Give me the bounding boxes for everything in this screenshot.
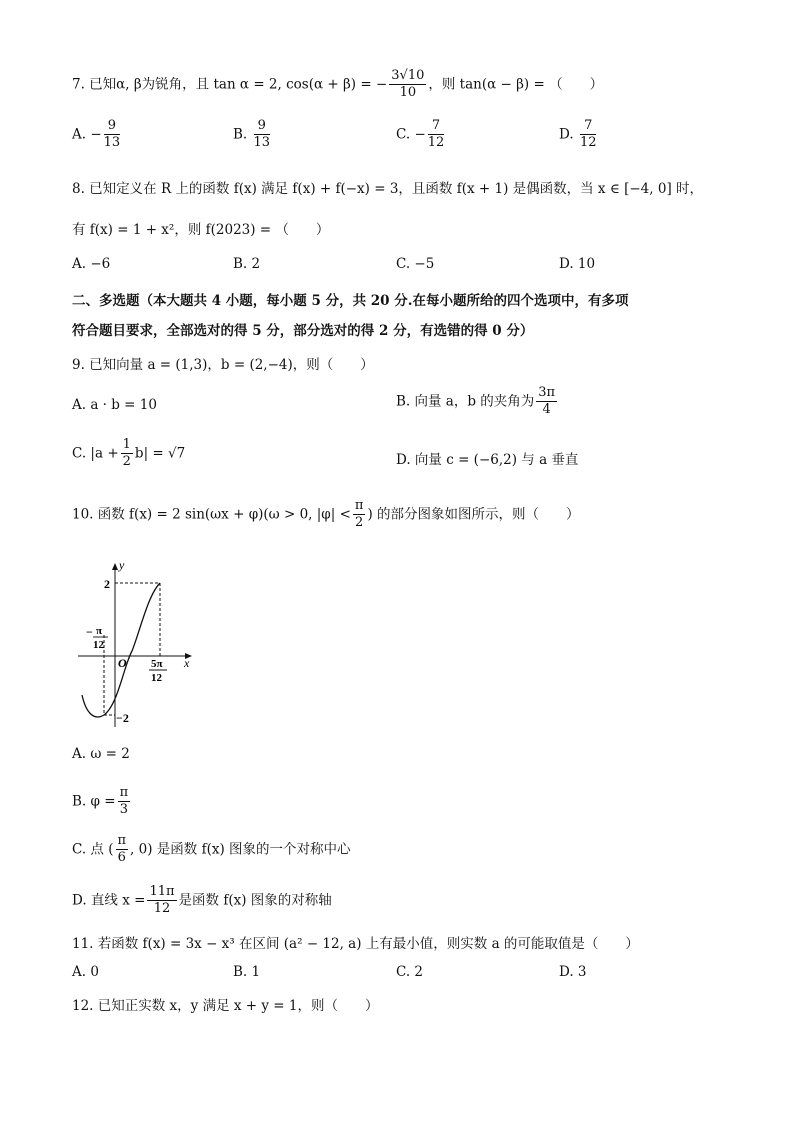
q11-stem: 11. 若函数 f(x) = 3x − x³ 在区间 (a² − 12, a) 上有最小值，则实数 a 的可能取值是（ ）: [72, 936, 639, 952]
q7-option-c: [396, 118, 446, 152]
graph-xleft-den: 12: [93, 639, 104, 651]
q9-option-b-frac: [536, 385, 557, 419]
graph-xleft-num: π: [96, 625, 103, 637]
q10-option-b-frac: [118, 785, 131, 819]
q7-option-d-den: 12: [579, 135, 597, 151]
q7-option-b-num: 9: [254, 118, 271, 135]
q11-option-d: D. 3: [559, 964, 587, 980]
q9-option-c-pre: C. |a +: [72, 445, 119, 462]
q7-option-a-label: A.: [72, 126, 87, 143]
q9-option-b-num: 3π: [536, 385, 557, 402]
q10-option-b: [72, 785, 132, 819]
q10-stem-frac: [353, 498, 366, 532]
q10-option-b-den: 3: [119, 802, 128, 818]
q10-option-c-post: , 0) 是函数 f(x) 图象的一个对称中心: [130, 841, 351, 858]
q9-stem: 9. 已知向量 a = (1,3)，b = (2,−4)，则（ ）: [72, 357, 374, 373]
q8-option-c: C. −5: [396, 256, 435, 272]
graph-y-arrow: [112, 563, 118, 570]
q9-option-c-frac: [121, 437, 133, 471]
graph-x-label: x: [184, 656, 190, 670]
q7-option-a-frac: [104, 118, 121, 152]
q7-option-c-num: 7: [428, 118, 445, 135]
q10-option-d-den: 12: [153, 901, 171, 917]
q10-stem-pre: 10. 函数 f(x) = 2 sin(ωx + φ)(ω > 0, |φ| <: [72, 506, 351, 523]
q7-option-d: [559, 118, 598, 152]
q7-option-b: [233, 118, 272, 152]
q7-option-c-label: C.: [396, 126, 411, 143]
graph-xleft-prefix: −: [86, 625, 93, 639]
q10-option-d-pre: D. 直线 x =: [72, 892, 146, 909]
q7-option-a-num: 9: [104, 118, 121, 135]
q10-option-c-frac: [116, 833, 129, 867]
q7-frac-num: 3√10: [389, 68, 426, 85]
q7-fraction: [389, 68, 426, 102]
q9-option-b-text: B. 向量 a，b 的夹角为: [396, 393, 535, 410]
q7-option-d-frac: [580, 118, 597, 152]
graph-y-label: y: [119, 558, 125, 572]
q7-option-d-label: D.: [559, 126, 574, 143]
q8-option-b: B. 2: [233, 256, 261, 272]
q9-option-d: D. 向量 c = (−6,2) 与 a 垂直: [396, 452, 579, 468]
q7-option-c-sign: −: [414, 126, 426, 143]
q7-option-d-num: 7: [580, 118, 597, 135]
q10-option-a: A. ω = 2: [72, 746, 130, 762]
graph-ymax-label: 2: [104, 577, 110, 591]
q10-stem-post: ) 的部分图象如图所示，则（ ）: [367, 506, 580, 523]
q8-option-d: D. 10: [559, 256, 596, 272]
q7-frac-den: 10: [399, 85, 417, 101]
q11-option-a: A. 0: [72, 964, 99, 980]
q8-option-a: A. −6: [72, 256, 111, 272]
q8-line1: 8. 已知定义在 R 上的函数 f(x) 满足 f(x) + f(−x) = 3，且函数 f(x + 1) 是偶函数，当 x ∈ [−4, 0] 时，: [72, 181, 703, 197]
q11-option-b: B. 1: [233, 964, 261, 980]
q11-option-c: C. 2: [396, 964, 424, 980]
q10-option-c-pre: C. 点 (: [72, 841, 114, 858]
q12-stem: 12. 已知正实数 x，y 满足 x + y = 1，则（ ）: [72, 998, 379, 1014]
q10-stem: [72, 498, 580, 532]
q10-option-b-num: π: [118, 785, 131, 802]
graph-xright-num: 5π: [151, 658, 163, 670]
q10-option-d-frac: [147, 884, 176, 918]
q7-stem-text: 7. 已知α, β为锐角，且 tan α = 2, cos(α + β) = −: [72, 76, 388, 93]
q10-option-c: [72, 833, 351, 867]
q7-option-c-den: 12: [427, 135, 445, 151]
q9-option-c-post: b| = √7: [134, 445, 186, 462]
graph-xright-den: 12: [151, 672, 162, 684]
graph-origin-label: O: [118, 656, 127, 670]
q10-stem-den: 2: [355, 515, 364, 531]
q7-option-b-label: B.: [233, 126, 248, 143]
q10-option-c-num: π: [116, 833, 129, 850]
q10-option-d: [72, 884, 332, 918]
graph-ymin-label: −2: [116, 711, 129, 725]
section2-heading-line1: 二、多选题（本大题共 4 小题，每小题 5 分，共 20 分.在每小题所给的四个选项中，有多项: [72, 293, 629, 309]
q10-option-d-post: 是函数 f(x) 图象的对称轴: [178, 892, 332, 909]
q9-option-c: [72, 437, 185, 471]
q10-sine-graph: [72, 555, 202, 735]
q9-option-b: [396, 385, 559, 419]
q7-tail-text: ，则 tan(α − β) = （ ）: [428, 76, 604, 93]
q9-option-c-den: 2: [122, 454, 131, 470]
q9-option-a: A. a · b = 10: [72, 397, 157, 413]
q10-option-c-den: 6: [117, 850, 126, 866]
q10-option-d-num: 11π: [147, 884, 176, 901]
q7-option-b-den: 13: [253, 135, 271, 151]
q8-line2: 有 f(x) = 1 + x²，则 f(2023) = （ ）: [72, 222, 330, 238]
q10-option-b-pre: B. φ =: [72, 793, 116, 810]
q7-option-c-frac: [428, 118, 445, 152]
q9-option-c-num: 1: [121, 437, 133, 454]
q10-stem-num: π: [353, 498, 366, 515]
q7-option-a-den: 13: [103, 135, 121, 151]
q7-option-a-sign: −: [90, 126, 102, 143]
q7-stem: [72, 68, 603, 102]
section2-heading-line2: 符合题目要求，全部选对的得 5 分，部分选对的得 2 分，有选错的得 0 分）: [72, 323, 534, 339]
q7-option-a: [72, 118, 122, 152]
q7-option-b-frac: [254, 118, 271, 152]
q9-option-b-den: 4: [542, 402, 551, 418]
